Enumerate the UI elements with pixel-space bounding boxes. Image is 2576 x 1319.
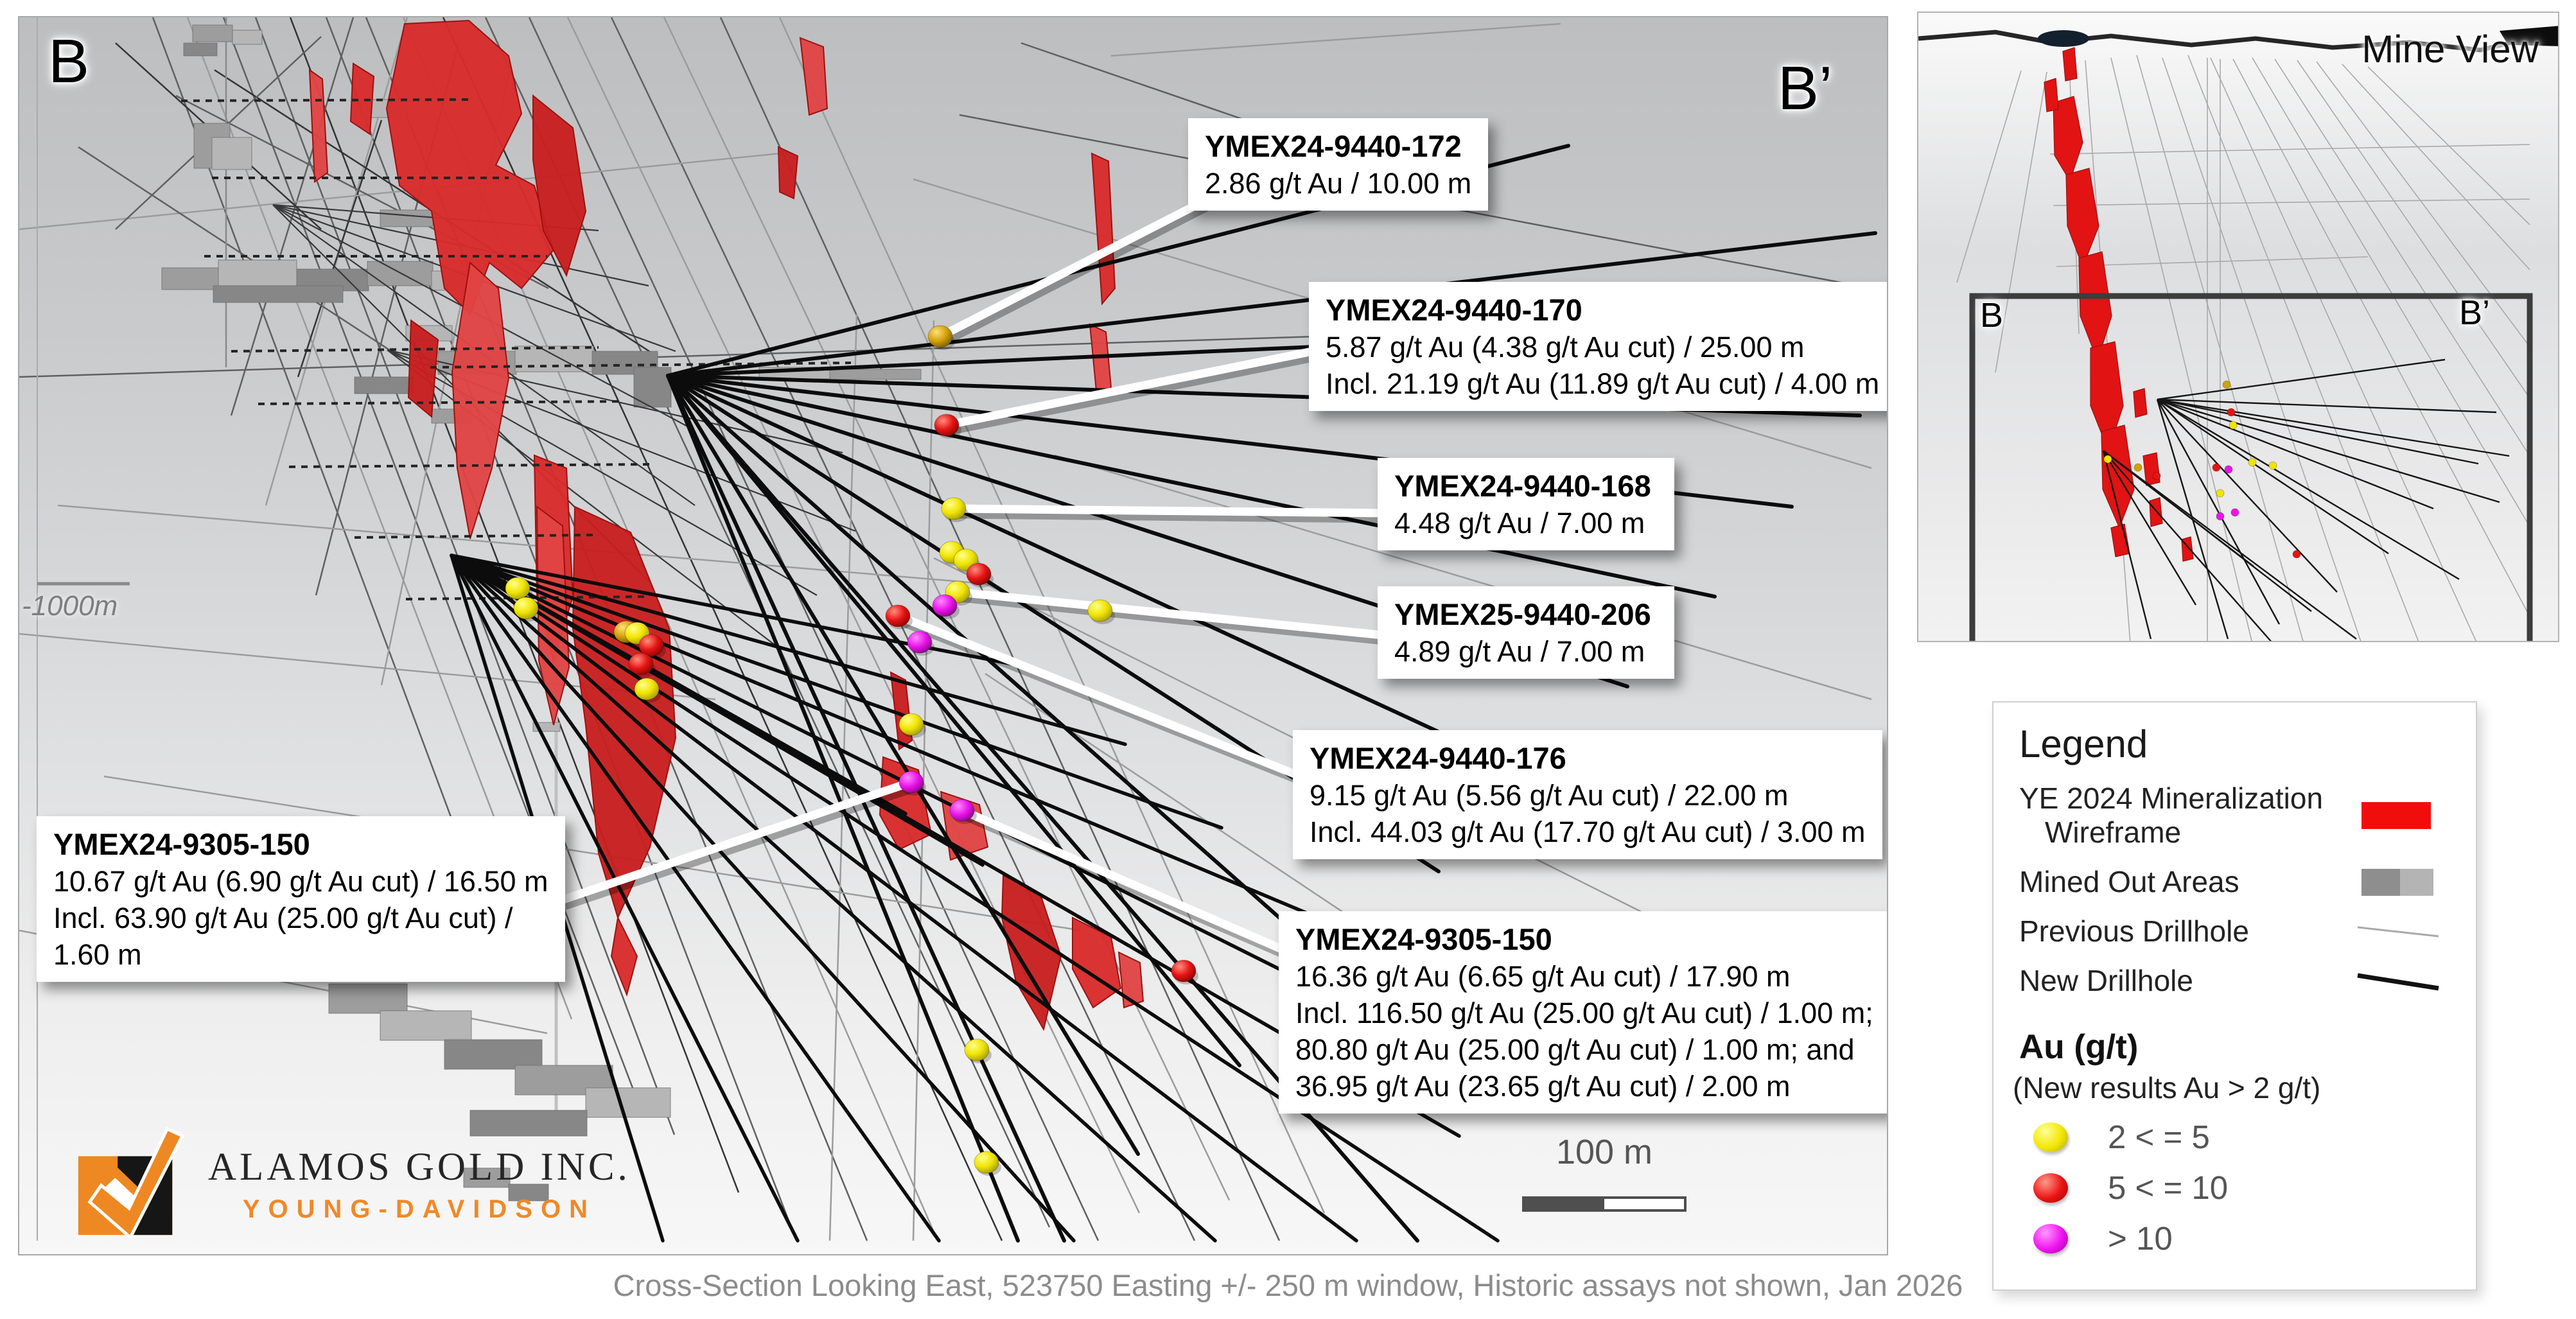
- callout-title: YMEX24-9440-168: [1394, 469, 1651, 503]
- callout-assay-line: Incl. 21.19 g/t Au (11.89 g/t Au cut) / 4.00 m: [1326, 367, 1880, 400]
- callout-YMEX24-9305-150-left: [37, 816, 565, 982]
- callout-assay-line: Incl. 63.90 g/t Au (25.00 g/t Au cut) /: [53, 902, 513, 934]
- legend-au-class: [2033, 1169, 2476, 1207]
- callout-assay-line: 5.87 g/t Au (4.38 g/t Au cut) / 25.00 m: [1326, 331, 1805, 363]
- legend-au-class: [2033, 1118, 2476, 1156]
- callout-title: YMEX24-9440-176: [1310, 741, 1566, 775]
- legend-swatch-red: [2355, 801, 2451, 830]
- callout-YMEX25-9440-206: [1378, 586, 1674, 679]
- callout-title: YMEX25-9440-206: [1394, 597, 1651, 631]
- callout-assay-line: Incl. 44.03 g/t Au (17.70 g/t Au cut) / 3.00 m: [1310, 816, 1866, 848]
- legend-item-label: New Drillhole: [2019, 964, 2193, 997]
- logo-site-name: YOUNG-DAVIDSON: [242, 1194, 596, 1223]
- au-class-label: 5 < = 10: [2108, 1169, 2229, 1206]
- callout-YMEX24-9440-176: [1293, 730, 1882, 859]
- scale-bar-label: 100 m: [1555, 1133, 1653, 1171]
- callout-assay-line: 80.80 g/t Au (25.00 g/t Au cut) / 1.00 m; and: [1295, 1033, 1855, 1066]
- callout-YMEX24-9440-172: [1188, 118, 1488, 211]
- cross-section-panel: [18, 16, 1888, 1255]
- callout-assay-line: 16.36 g/t Au (6.65 g/t Au cut) / 17.90 m: [1295, 960, 1791, 993]
- legend-au-subheader: (New results Au > 2 g/t): [2013, 1071, 2321, 1105]
- legend-swatch-prevline: [2355, 917, 2451, 947]
- legend-swatch-mined: [2355, 868, 2451, 897]
- alamos-logo-icon: [72, 1127, 186, 1241]
- section-label-b: B: [48, 27, 90, 96]
- mine-view-inset: [1917, 12, 2559, 642]
- legend-au-header: Au (g/t): [2019, 1028, 2139, 1066]
- legend-items: [1993, 782, 2476, 998]
- scale-bar-dark-segment: [1522, 1196, 1604, 1212]
- company-logo: [72, 1127, 631, 1241]
- inset-section-label-b: B: [1980, 296, 2004, 335]
- legend-title: Legend: [2019, 722, 2148, 765]
- callout-YMEX24-9440-168: [1378, 458, 1674, 550]
- callout-title: YMEX24-9440-170: [1326, 293, 1582, 327]
- scale-bar-graphic: [1522, 1196, 1687, 1212]
- callout-YMEX24-9440-170: [1309, 282, 1888, 411]
- callout-title: YMEX24-9440-172: [1205, 129, 1462, 163]
- legend-item-prevline: [2019, 914, 2451, 948]
- section-label-b-prime: B’: [1778, 54, 1833, 123]
- callout-assay-line: Incl. 116.50 g/t Au (25.00 g/t Au cut) / 1.00 m;: [1295, 997, 1873, 1029]
- figure-caption: Cross-Section Looking East, 523750 Easting +/- 250 m window, Historic assays not shown, Jan 2026: [613, 1268, 1963, 1302]
- callout-title: YMEX24-9305-150: [1295, 922, 1552, 956]
- scale-bar-light-segment: [1604, 1196, 1687, 1212]
- callout-assay-line: 36.95 g/t Au (23.65 g/t Au cut) / 2.00 m: [1295, 1070, 1791, 1103]
- legend-item-label: Mined Out Areas: [2019, 865, 2239, 898]
- callout-assay-line: 10.67 g/t Au (6.90 g/t Au cut) / 16.50 m: [53, 865, 548, 898]
- inset-section-label-b-prime: B’: [2459, 293, 2491, 332]
- callout-assay-line: 4.48 g/t Au / 7.00 m: [1394, 507, 1645, 539]
- callout-assay-line: 1.60 m: [53, 938, 142, 971]
- callout-YMEX24-9305-150-right: [1279, 911, 1888, 1114]
- au-class-dot-icon: [2033, 1122, 2068, 1152]
- au-class-label: 2 < = 5: [2108, 1119, 2210, 1155]
- legend-item-red: [2019, 782, 2451, 850]
- callout-assay-line: 9.15 g/t Au (5.56 g/t Au cut) / 22.00 m: [1310, 779, 1789, 812]
- legend-item-mined: [2019, 865, 2451, 899]
- callout-title: YMEX24-9305-150: [53, 827, 310, 861]
- legend-panel: [1992, 701, 2477, 1291]
- legend-item-label: Previous Drillhole: [2019, 914, 2249, 948]
- au-class-dot-icon: [2033, 1173, 2068, 1203]
- logo-company-name: ALAMOS GOLD INC.: [208, 1145, 631, 1189]
- au-class-dot-icon: [2033, 1224, 2068, 1253]
- au-class-label: > 10: [2108, 1220, 2173, 1257]
- legend-au-classes: [1993, 1118, 2476, 1257]
- legend-au-class: [2033, 1219, 2476, 1257]
- legend-swatch-newline: [2355, 966, 2451, 996]
- legend-item-newline: [2019, 964, 2451, 998]
- callout-assay-line: 2.86 g/t Au / 10.00 m: [1205, 167, 1472, 200]
- elevation-label: -1000m: [22, 590, 118, 622]
- scale-bar: [1508, 1132, 1701, 1212]
- inset-title: Mine View: [2361, 28, 2539, 71]
- callout-assay-line: 4.89 g/t Au / 7.00 m: [1394, 635, 1645, 668]
- legend-item-label: YE 2024 Mineralization Wireframe: [2019, 782, 2324, 849]
